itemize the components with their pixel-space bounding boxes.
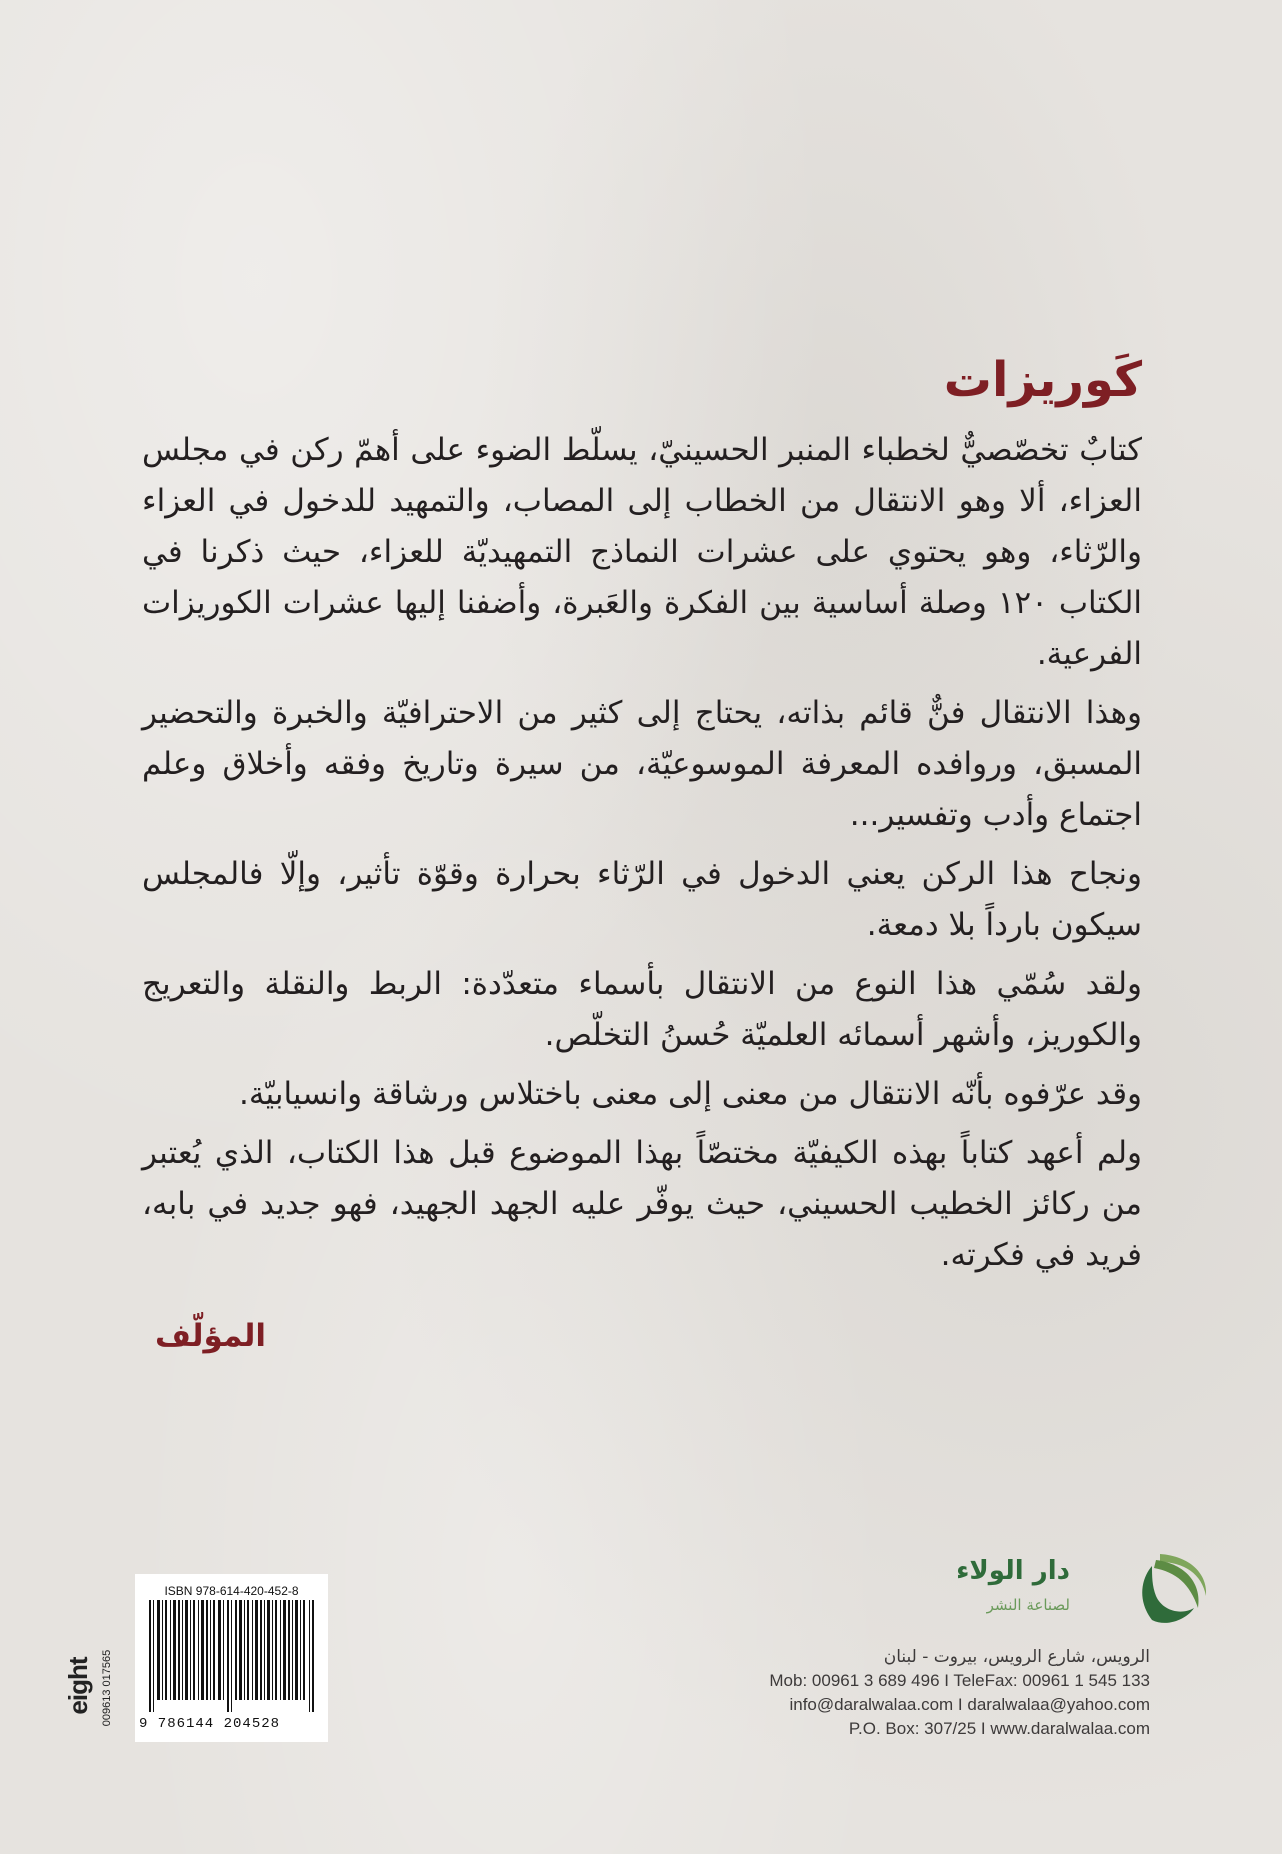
blurb-paragraph: ونجاح هذا الركن يعني الدخول في الرّثاء بحرارة وقوّة تأثير، وإلّا فالمجلس سيكون بارداً بلا دمعة.: [142, 856, 1142, 943]
publisher-emails: info@daralwalaa.com I daralwalaa@yahoo.com: [789, 1695, 1150, 1714]
distributor-logo: [52, 1632, 97, 1742]
publisher-phones: Mob: 00961 3 689 496 I TeleFax: 00961 1 545 133: [769, 1671, 1150, 1690]
leaf-logo-icon: [1090, 1550, 1210, 1630]
barcode-digits: 9 786144 204528: [139, 1716, 281, 1732]
blurb-paragraph: ولقد سُمّي هذا النوع من الانتقال بأسماء متعدّدة: الربط والنقلة والتعريج والكوريز، وأشهر أسمائه العلميّة حُسنُ التخلّص.: [142, 966, 1142, 1053]
barcode-bars: [147, 1600, 317, 1712]
distributor-code: [96, 1640, 116, 1750]
publisher-tagline: لصناعة النشر: [986, 1596, 1070, 1614]
publisher-contact: [640, 1645, 1150, 1741]
author-signature: المؤلّف: [155, 1318, 267, 1354]
blurb-paragraph: ولم أعهد كتاباً بهذه الكيفيّة مختصّاً بهذا الموضوع قبل هذا الكتاب، الذي يُعتبر من ركائز الخطيب الحسيني، حيث يوفّر عليه الجهد الجهيد، فهو جديد في بابه، فريد في فكرته.: [142, 1135, 1142, 1273]
publisher-name: دار الولاء: [956, 1556, 1070, 1586]
publisher-web: P.O. Box: 307/25 I www.daralwalaa.com: [848, 1719, 1150, 1738]
blurb-text: [142, 425, 1142, 1289]
blurb-paragraph: وهذا الانتقال فنٌّ قائم بذاته، يحتاج إلى كثير من الاحترافيّة والخبرة والتحضير المسبق، وروافده المعرفة الموسوعيّة، من سيرة وتاريخ وفقه وأخلاق وعلم اجتماع وأدب وتفسير...: [142, 695, 1142, 833]
publisher-address: الرويس، شارع الرويس، بيروت - لبنان: [883, 1647, 1150, 1667]
blurb-paragraph: وقد عرّفوه بأنّه الانتقال من معنى إلى معنى باختلاس ورشاقة وانسيابيّة.: [239, 1076, 1142, 1112]
distributor-logo-text: eight: [63, 1657, 93, 1715]
isbn-barcode: [135, 1574, 328, 1742]
distributor-code-text: 009613 017565: [101, 1649, 113, 1727]
book-title: كَوريزات: [943, 352, 1142, 408]
isbn-label: ISBN 978-614-420-452-8: [164, 1584, 299, 1598]
blurb-paragraph: كتابٌ تخصّصيٌّ لخطباء المنبر الحسينيّ، يسلّط الضوء على أهمّ ركن في مجلس العزاء، ألا وهو الانتقال من الخطاب إلى المصاب، والتمهيد للدخول في العزاء والرّثاء، وهو يحتوي على عشرات النماذج التمهيديّة للعزاء، حيث ذكرنا في الكتاب ١٢٠ وصلة أساسية بين الفكرة والعَبرة، وأضفنا إليها عشرات الكوريزات الفرعية.: [142, 432, 1143, 672]
publisher-logo: [950, 1550, 1220, 1630]
